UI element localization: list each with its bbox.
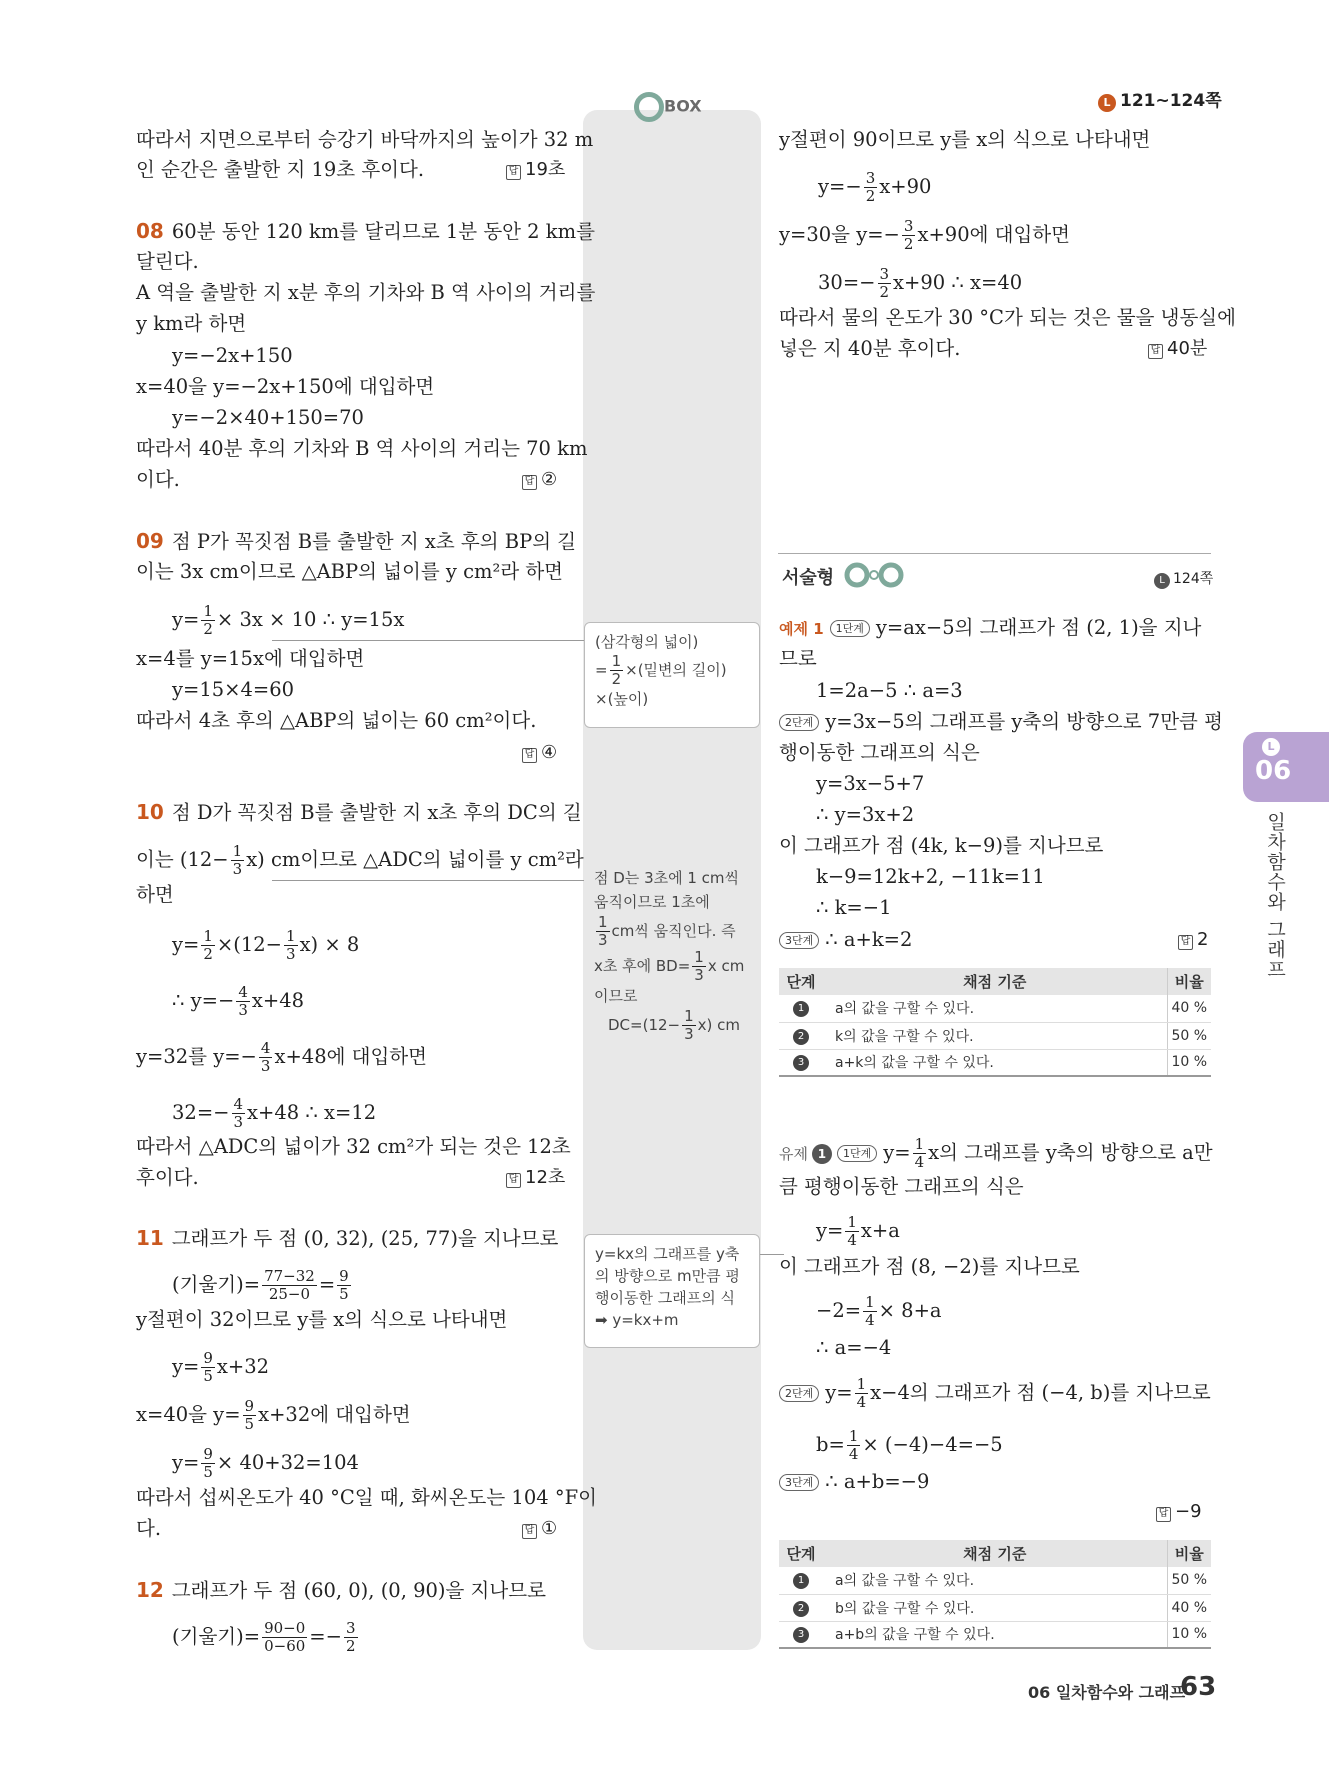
chapter-side-title: 일차함수와 그래프 bbox=[1264, 812, 1286, 980]
problem-08: 08 60분 동안 120 km를 달리므로 1분 동안 2 km를 bbox=[136, 219, 595, 243]
section-title: 서술형 bbox=[782, 560, 904, 597]
equation: y= $\frac{9}{5}$ × 40+32=104 bbox=[172, 1445, 359, 1481]
equation: y= $\frac{9}{5}$ x+32 bbox=[172, 1349, 270, 1385]
scoring-table-2: 단계 채점 기준 비율 1 a의 값을 구할 수 있다. 50 % 2 b의 값을 구할 수 있다. 40 % 3 a+b의 값을 구할 수 있다. 10 % bbox=[779, 1540, 1211, 1649]
text-line: y절편이 90이므로 y를 x의 식으로 나타내면 bbox=[779, 128, 1151, 151]
equation: (기울기)= $\frac{77-32}{25-0}$ = $\frac{9}{5}$ bbox=[172, 1267, 349, 1303]
table-row: 3 a+b의 값을 구할 수 있다. 10 % bbox=[779, 1621, 1211, 1648]
text-line: 이 그래프가 점 (4k, k−9)를 지나므로 bbox=[779, 834, 1104, 857]
problem-09: 09 점 P가 꼭짓점 B를 출발한 지 x초 후의 BP의 길 bbox=[136, 529, 577, 553]
page-ref: L 121~124쪽 bbox=[1098, 86, 1222, 112]
text-line: 인 순간은 출발한 지 19초 후이다. bbox=[136, 158, 425, 181]
section-page-ref: L 124쪽 bbox=[1154, 568, 1213, 589]
exercise-step3: 3단계 ∴ a+b=−9 bbox=[779, 1470, 929, 1494]
table-row: 1 a의 값을 구할 수 있다. 50 % bbox=[779, 1567, 1211, 1594]
equation: ∴ a=−4 bbox=[816, 1336, 892, 1359]
text-line: 다. bbox=[136, 1517, 162, 1540]
answer: 답 19초 bbox=[506, 158, 565, 182]
note-triangle-area: (삼각형의 넓이) = $\frac{1}{2}$ ×(밑변의 길이) ×(높이) bbox=[584, 622, 760, 728]
equation: b= $\frac{1}{4}$ × (−4)−4=−5 bbox=[816, 1427, 1003, 1463]
equation: y= $\frac{1}{2}$ ×(12− $\frac{1}{3}$ x) × 8 bbox=[172, 927, 360, 963]
example-step2: 2단계 y=3x−5의 그래프를 y축의 방향으로 7만큼 평 bbox=[779, 710, 1223, 734]
example-step1: 예제 1 1단계 y=ax−5의 그래프가 점 (2, 1)을 지나 bbox=[779, 616, 1202, 639]
note-d-movement: 점 D는 3초에 1 cm씩 움직이므로 1초에 $\frac{1}{3}$ cm씩 움직인다. 즉 x초 후에 BD= $\frac{1}{3}$ x cm 이므로 DC=(12− $\frac{1}{3}$ x) cm bbox=[594, 869, 745, 1043]
qq-logo-icon bbox=[844, 560, 904, 597]
answer-icon: 답 bbox=[522, 1524, 537, 1539]
equation: y=−2×40+150=70 bbox=[172, 406, 364, 429]
equation: ∴ y=− $\frac{4}{3}$ x+48 bbox=[172, 983, 305, 1019]
problem-10: 10 점 D가 꼭짓점 B를 출발한 지 x초 후의 DC의 길 bbox=[136, 800, 582, 824]
scoring-table-1: 단계 채점 기준 비율 1 a의 값을 구할 수 있다. 40 % 2 k의 값을 구할 수 있다. 50 % 3 a+k의 값을 구할 수 있다. 10 % bbox=[779, 968, 1211, 1077]
chapter-tab-label: 06 bbox=[1255, 756, 1292, 786]
text-line: 달린다. bbox=[136, 250, 199, 273]
text-line: y절편이 32이므로 y를 x의 식으로 나타내면 bbox=[136, 1308, 508, 1331]
qbox-logo: BOX bbox=[634, 92, 702, 122]
connector-line bbox=[272, 880, 584, 881]
text-line: 행이동한 그래프의 식은 bbox=[779, 741, 980, 764]
text-line: 따라서 물의 온도가 30 °C가 되는 것은 물을 냉동실에 bbox=[779, 306, 1236, 329]
answer-icon: 답 bbox=[1178, 935, 1193, 950]
answer-icon: 답 bbox=[1156, 1507, 1171, 1522]
answer: 답 ① bbox=[522, 1517, 557, 1541]
text-line: x=40을 y=−2x+150에 대입하면 bbox=[136, 375, 435, 398]
equation: ∴ k=−1 bbox=[816, 896, 892, 919]
equation: y=15×4=60 bbox=[172, 678, 295, 701]
text-line: y=30을 y=− $\frac{3}{2}$ x+90에 대입하면 bbox=[779, 217, 1070, 253]
answer: 답 ② bbox=[522, 468, 557, 492]
equation: −2= $\frac{1}{4}$ × 8+a bbox=[816, 1293, 942, 1329]
text-line: 하면 bbox=[136, 883, 174, 906]
exercise-step2: 2단계 y= $\frac{1}{4}$ x−4의 그래프가 점 (−4, b)를 지나므로 bbox=[779, 1376, 1211, 1411]
text-line: y=32를 y=− $\frac{4}{3}$ x+48에 대입하면 bbox=[136, 1039, 427, 1075]
equation: y= $\frac{1}{4}$ x+a bbox=[816, 1213, 900, 1249]
exercise-step1: 유제 1 1단계 y= $\frac{1}{4}$ x의 그래프를 y축의 방향으로 a만 bbox=[779, 1135, 1213, 1171]
l-icon: L bbox=[1154, 573, 1170, 589]
footer-chapter: 06 일차함수와 그래프 bbox=[1028, 1683, 1186, 1702]
text-line: x=4를 y=15x에 대입하면 bbox=[136, 647, 365, 670]
table-row: 2 k의 값을 구할 수 있다. 50 % bbox=[779, 1022, 1211, 1049]
table-row: 3 a+k의 값을 구할 수 있다. 10 % bbox=[779, 1049, 1211, 1076]
equation: 1=2a−5 ∴ a=3 bbox=[816, 679, 963, 702]
page-number: 63 bbox=[1180, 1672, 1217, 1702]
answer-icon: 답 bbox=[506, 1173, 521, 1188]
text-line: x=40을 y= $\frac{9}{5}$ x+32에 대입하면 bbox=[136, 1397, 411, 1433]
answer-icon: 답 bbox=[506, 165, 521, 180]
equation: y=− $\frac{3}{2}$ x+90 bbox=[818, 169, 932, 205]
equation: y=3x−5+7 bbox=[816, 772, 925, 795]
table-row: 2 b의 값을 구할 수 있다. 40 % bbox=[779, 1594, 1211, 1621]
equation: 30=− $\frac{3}{2}$ x+90 ∴ x=40 bbox=[818, 265, 1023, 301]
connector-line bbox=[272, 640, 584, 641]
equation: ∴ y=3x+2 bbox=[816, 803, 915, 826]
text-line: 므로 bbox=[779, 647, 817, 670]
l-icon: L bbox=[1262, 738, 1280, 756]
text-line: 이다. bbox=[136, 468, 180, 491]
answer-icon: 답 bbox=[522, 475, 537, 490]
text-line: 후이다. bbox=[136, 1166, 199, 1189]
text-line: 따라서 4초 후의 △ABP의 넓이는 60 cm²이다. bbox=[136, 709, 537, 732]
answer: 답 2 bbox=[1178, 928, 1208, 952]
l-icon: L bbox=[1098, 94, 1116, 112]
example-step3: 3단계 ∴ a+k=2 bbox=[779, 928, 912, 952]
answer-icon: 답 bbox=[522, 748, 537, 763]
equation: 32=− $\frac{4}{3}$ x+48 ∴ x=12 bbox=[172, 1095, 377, 1131]
text-line: A 역을 출발한 지 x분 후의 기차와 B 역 사이의 거리를 bbox=[136, 281, 596, 304]
equation: y=−2x+150 bbox=[172, 344, 293, 367]
answer: 답 ④ bbox=[522, 741, 557, 765]
text-line: y km라 하면 bbox=[136, 312, 247, 335]
answer: 답 −9 bbox=[1156, 1500, 1202, 1524]
text-line: 따라서 40분 후의 기차와 B 역 사이의 거리는 70 km bbox=[136, 437, 588, 460]
answer: 답 40분 bbox=[1148, 337, 1207, 361]
equation: k−9=12k+2, −11k=11 bbox=[816, 865, 1045, 888]
section-divider bbox=[778, 553, 1211, 554]
text-line: 따라서 섭씨온도가 40 °C일 때, 화씨온도는 104 °F이 bbox=[136, 1486, 597, 1509]
note-translation: y=kx의 그래프를 y축 의 방향으로 m만큼 평 행이동한 그래프의 식 ➡ y=kx+m bbox=[584, 1234, 760, 1348]
text-line: 이 그래프가 점 (8, −2)를 지나므로 bbox=[779, 1255, 1080, 1278]
answer: 답 12초 bbox=[506, 1166, 565, 1190]
problem-12: 12 그래프가 두 점 (60, 0), (0, 90)을 지나므로 bbox=[136, 1578, 546, 1602]
q-icon bbox=[634, 92, 664, 122]
fraction: $\frac{1}{3}$ bbox=[232, 842, 243, 878]
fraction: $\frac{1}{2}$ bbox=[203, 602, 213, 638]
text-line: 큼 평행이동한 그래프의 식은 bbox=[779, 1175, 1024, 1198]
answer-icon: 답 bbox=[1148, 344, 1163, 359]
text-line: 넣은 지 40분 후이다. bbox=[779, 337, 961, 360]
table-row: 1 a의 값을 구할 수 있다. 40 % bbox=[779, 995, 1211, 1022]
text-line: 따라서 △ADC의 넓이가 32 cm²가 되는 것은 12초 bbox=[136, 1135, 571, 1158]
equation: y= $\frac{1}{2}$ × 3x × 10 ∴ y=15x bbox=[172, 602, 405, 638]
text-line: 이는 (12− $\frac{1}{3}$ x) cm이므로 △ADC의 넓이를 y cm²라 bbox=[136, 842, 584, 878]
problem-11: 11 그래프가 두 점 (0, 32), (25, 77)을 지나므로 bbox=[136, 1226, 559, 1250]
equation: (기울기)= $\frac{90-0}{0-60}$ =− $\frac{3}{2}$ bbox=[172, 1619, 356, 1655]
text-line: 따라서 지면으로부터 승강기 바닥까지의 높이가 32 m bbox=[136, 128, 594, 151]
text-line: 이는 3x cm이므로 △ABP의 넓이를 y cm²라 하면 bbox=[136, 560, 564, 583]
